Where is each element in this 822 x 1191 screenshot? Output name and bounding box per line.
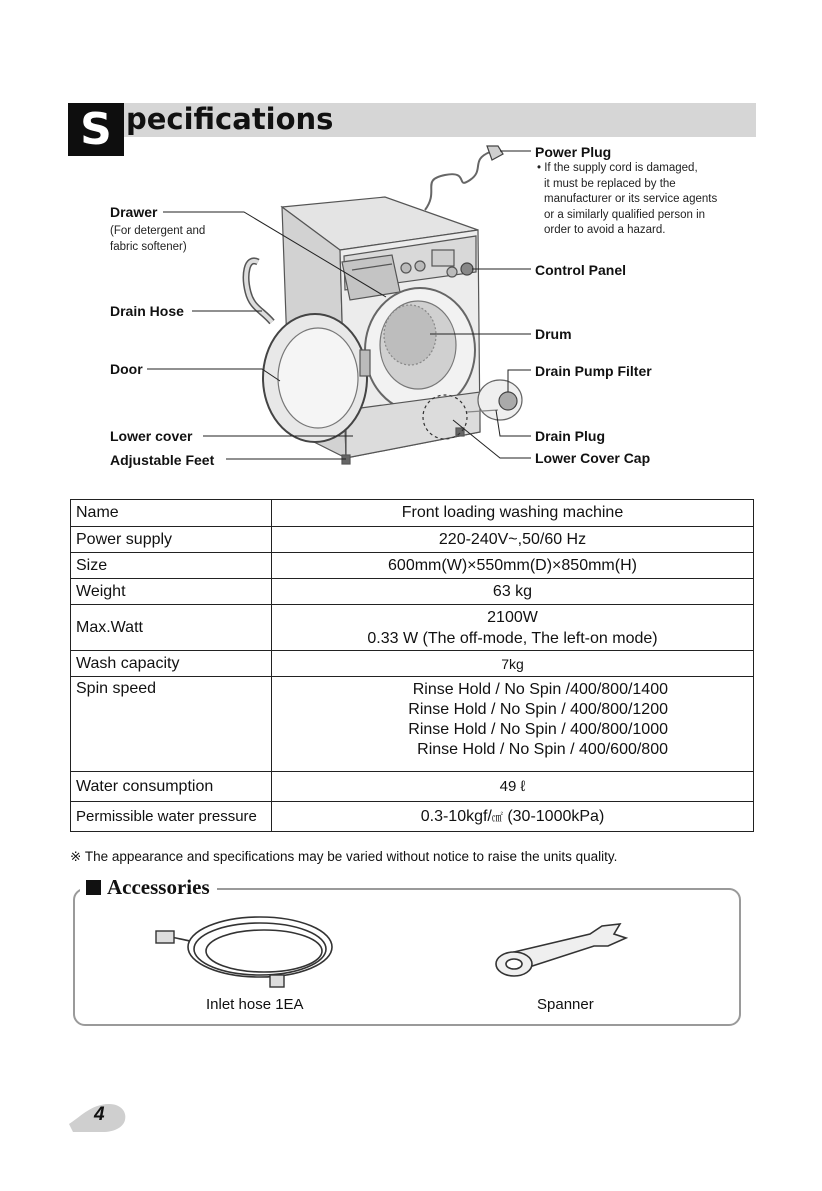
table-row xyxy=(71,677,754,772)
spin-speed-line: Rinse Hold / No Spin / 400/800/1200 xyxy=(408,701,668,718)
adjustable-feet-label: Adjustable Feet xyxy=(110,452,215,468)
inlet-hose-caption: Inlet hose 1EA xyxy=(206,996,304,1013)
spin-speed-line: Rinse Hold / No Spin /400/800/1400 xyxy=(412,681,668,698)
disclaimer-note: ※ The appearance and specifications may be varied without notice to raise the units quality. xyxy=(70,849,618,864)
table-row xyxy=(71,500,754,527)
spec-water-consumption-label: Water consumption xyxy=(71,772,272,802)
page-title: pecifications xyxy=(126,102,334,136)
spec-spin-speed-value xyxy=(272,677,754,772)
control-panel-label: Control Panel xyxy=(535,262,627,278)
max-watt-value-2: 0.33 W (The off-mode, The left-on mode) xyxy=(367,629,658,647)
spec-weight-value: 63 kg xyxy=(272,579,754,605)
spec-weight-label: Weight xyxy=(71,579,272,605)
drain-plug-label: Drain Plug xyxy=(535,428,606,444)
spanner-caption: Spanner xyxy=(537,996,594,1013)
spec-water-pressure-label: Permissible water pressure xyxy=(71,802,272,832)
spec-power-supply-value: 220-240V~,50/60 Hz xyxy=(272,527,754,553)
drawer-label: Drawer xyxy=(110,204,158,220)
max-watt-value-1: 2100W xyxy=(487,608,538,626)
header-initial: S xyxy=(68,103,124,156)
spec-max-watt-label: Max.Watt xyxy=(71,605,272,651)
table-row xyxy=(71,651,754,677)
accessories-heading: Accessories xyxy=(80,874,217,900)
page-number: 4 xyxy=(94,1104,105,1125)
spec-power-supply-label: Power supply xyxy=(71,527,272,553)
specifications-table xyxy=(70,499,754,832)
power-plug-note: • If the supply cord is damaged, it must be replaced by the manufacturer or its service agents or a similarly qualified person in order to avoid a hazard. xyxy=(537,162,718,236)
door-label: Door xyxy=(110,361,143,377)
spec-water-pressure-value: 0.3-10kgf/㎠ (30-1000kPa) xyxy=(272,802,754,832)
table-row xyxy=(71,802,754,832)
lower-cover-cap-label: Lower Cover Cap xyxy=(535,450,651,466)
spin-speed-line: Rinse Hold / No Spin / 400/800/1000 xyxy=(408,721,668,738)
drum-label: Drum xyxy=(535,326,572,342)
spec-size-value: 600mm(W)×550mm(D)×850mm(H) xyxy=(272,553,754,579)
spec-spin-speed-label: Spin speed xyxy=(71,677,272,772)
table-row xyxy=(71,553,754,579)
inlet-hose-icon xyxy=(150,905,340,991)
drawer-note: (For detergent and fabric softener) xyxy=(110,225,206,253)
square-bullet-icon xyxy=(86,880,101,895)
spec-max-watt-value xyxy=(272,605,754,651)
spec-wash-capacity-value: 7kg xyxy=(272,651,754,677)
power-plug-label: Power Plug xyxy=(535,144,612,160)
spin-speed-line: Rinse Hold / No Spin / 400/600/800 xyxy=(417,741,668,758)
table-row xyxy=(71,605,754,651)
lower-cover-label: Lower cover xyxy=(110,428,193,444)
spec-size-label: Size xyxy=(71,553,272,579)
spec-name-label: Name xyxy=(71,500,272,527)
table-row xyxy=(71,527,754,553)
spanner-icon xyxy=(490,916,635,980)
spec-wash-capacity-label: Wash capacity xyxy=(71,651,272,677)
drain-pump-filter-label: Drain Pump Filter xyxy=(535,363,652,379)
spec-water-consumption-value: 49 ℓ xyxy=(272,772,754,802)
table-row xyxy=(71,579,754,605)
washing-machine-illustration xyxy=(246,146,522,464)
drain-hose-label: Drain Hose xyxy=(110,303,184,319)
spec-name-value: Front loading washing machine xyxy=(272,500,754,527)
table-row xyxy=(71,772,754,802)
